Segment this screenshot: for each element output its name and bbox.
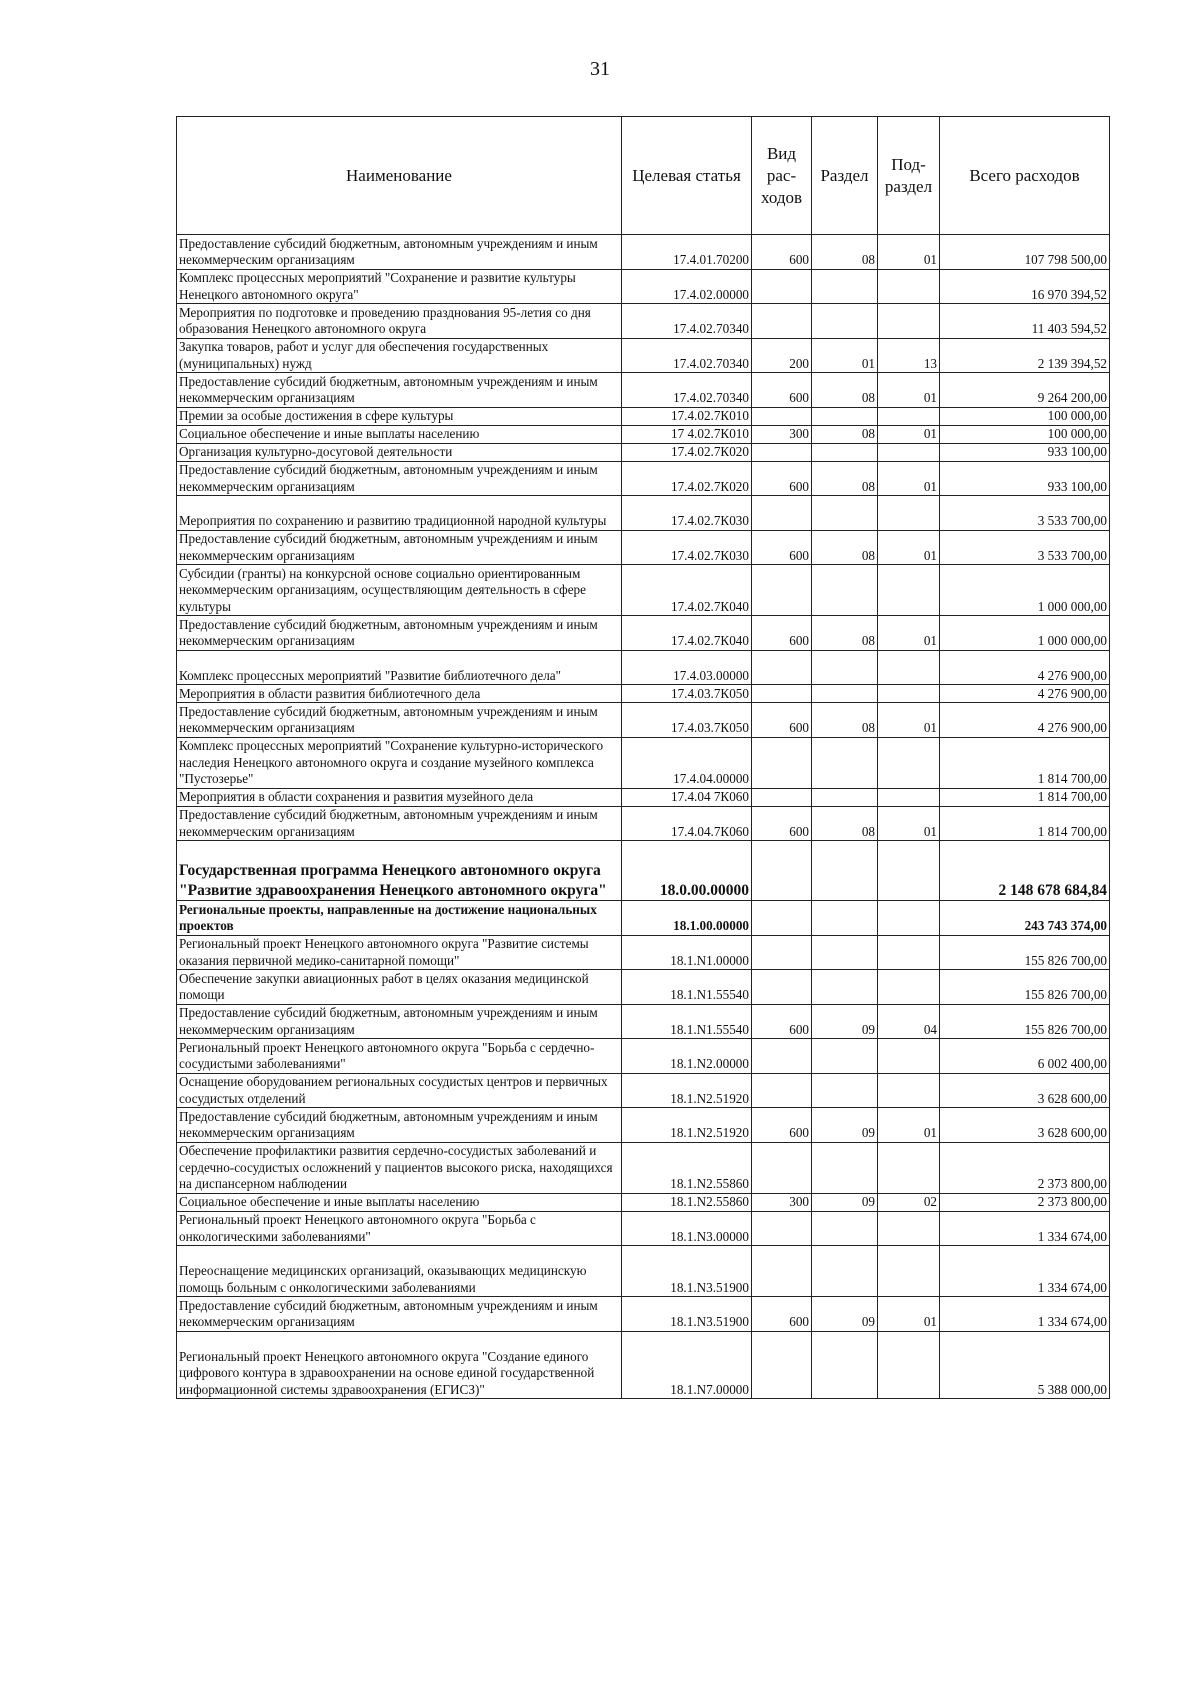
kind-cell: 300 [752,425,812,443]
kind-cell: 600 [752,461,812,496]
target-cell: 17.4.03.7К050 [622,703,752,738]
table-body [177,235,1110,1399]
amount-cell: 6 002 400,00 [940,1039,1110,1074]
name-cell: Государственная программа Ненецкого автономного округа "Развитие здравоохранения Ненецкого автономного округа" [177,841,622,901]
kind-cell: 600 [752,806,812,841]
amount-cell: 1 334 674,00 [940,1246,1110,1297]
table-row [177,841,1110,901]
target-cell: 17.4.02.7К030 [622,496,752,531]
section-cell [812,443,878,461]
kind-cell [752,1039,812,1074]
subsection-cell [878,788,940,806]
table-row [177,235,1110,270]
column-header-subsection [878,117,940,235]
subsection-cell [878,1211,940,1246]
column-header-kind-line: Вид [766,143,797,163]
kind-cell [752,496,812,531]
target-cell: 18.0.00.00000 [622,841,752,901]
amount-cell: 243 743 374,00 [940,901,1110,936]
subsection-cell [878,269,940,304]
subsection-cell [878,407,940,425]
amount-cell: 100 000,00 [940,425,1110,443]
amount-cell: 11 403 594,52 [940,304,1110,339]
subsection-cell: 13 [878,338,940,373]
column-header-name: Наименование [177,117,622,235]
section-cell [812,650,878,685]
name-cell: Мероприятия в области сохранения и развития музейного дела [177,788,622,806]
kind-cell: 300 [752,1193,812,1211]
kind-cell: 600 [752,235,812,270]
table-row [177,806,1110,841]
subsection-cell: 01 [878,616,940,651]
name-cell: Региональные проекты, направленные на достижение национальных проектов [177,901,622,936]
kind-cell: 600 [752,616,812,651]
name-cell: Оснащение оборудованием региональных сосудистых центров и первичных сосудистых отделений [177,1073,622,1108]
kind-cell [752,1246,812,1297]
kind-cell [752,443,812,461]
amount-cell: 1 000 000,00 [940,565,1110,616]
section-cell: 08 [812,235,878,270]
section-cell [812,935,878,970]
name-cell: Обеспечение закупки авиационных работ в целях оказания медицинской помощи [177,970,622,1005]
target-cell: 17.4.02.70340 [622,373,752,408]
name-cell: Региональный проект Ненецкого автономного округа "Борьба с сердечно-сосудистыми заболеваниями" [177,1039,622,1074]
subsection-cell [878,1331,940,1399]
table-row [177,1142,1110,1193]
subsection-cell [878,1039,940,1074]
name-cell: Обеспечение профилактики развития сердечно-сосудистых заболеваний и сердечно-сосудистых осложнений у пациентов высокого риска, находящихся на диспансерном наблюдении [177,1142,622,1193]
target-cell: 18.1.N3.00000 [622,1211,752,1246]
table-row [177,1297,1110,1332]
target-cell: 17.4.02.7К010 [622,407,752,425]
subsection-cell [878,901,940,936]
column-header-kind [752,117,812,235]
target-cell: 17.4.02.70340 [622,338,752,373]
section-cell [812,304,878,339]
table-row [177,269,1110,304]
kind-cell [752,1142,812,1193]
section-cell: 01 [812,338,878,373]
table-row [177,788,1110,806]
name-cell: Предоставление субсидий бюджетным, автономным учреждениям и иным некоммерческим организациям [177,616,622,651]
section-cell: 08 [812,461,878,496]
amount-cell: 2 139 394,52 [940,338,1110,373]
table-row [177,338,1110,373]
amount-cell: 1 000 000,00 [940,616,1110,651]
name-cell: Предоставление субсидий бюджетным, автономным учреждениям и иным некоммерческим организациям [177,235,622,270]
name-cell: Предоставление субсидий бюджетным, автономным учреждениям и иным некоммерческим организациям [177,1297,622,1332]
subsection-cell: 01 [878,461,940,496]
kind-cell [752,901,812,936]
amount-cell: 100 000,00 [940,407,1110,425]
section-cell [812,737,878,788]
amount-cell: 16 970 394,52 [940,269,1110,304]
table-row [177,565,1110,616]
subsection-cell [878,935,940,970]
amount-cell: 2 373 800,00 [940,1142,1110,1193]
section-cell [812,407,878,425]
amount-cell: 1 814 700,00 [940,737,1110,788]
table-row [177,1039,1110,1074]
amount-cell: 3 533 700,00 [940,530,1110,565]
kind-cell [752,407,812,425]
expenditure-table [176,116,1110,1399]
amount-cell: 1 334 674,00 [940,1211,1110,1246]
target-cell: 18.1.N2.55860 [622,1193,752,1211]
target-cell: 18.1.N2.51920 [622,1073,752,1108]
kind-cell [752,304,812,339]
kind-cell [752,1211,812,1246]
target-cell: 18.1.00.00000 [622,901,752,936]
amount-cell: 3 628 600,00 [940,1108,1110,1143]
name-cell: Переоснащение медицинских организаций, оказывающих медицинскую помощь больным с онкологическими заболеваниями [177,1246,622,1297]
subsection-cell [878,1246,940,1297]
target-cell: 17.4.03.00000 [622,650,752,685]
target-cell: 17.4.01.70200 [622,235,752,270]
section-cell [812,841,878,901]
name-cell: Предоставление субсидий бюджетным, автономным учреждениям и иным некоммерческим организациям [177,1004,622,1039]
table-row [177,737,1110,788]
table-row [177,304,1110,339]
target-cell: 18.1.N2.55860 [622,1142,752,1193]
target-cell: 18.1.N1.55540 [622,1004,752,1039]
subsection-cell: 01 [878,235,940,270]
amount-cell: 107 798 500,00 [940,235,1110,270]
kind-cell [752,565,812,616]
amount-cell: 1 814 700,00 [940,806,1110,841]
column-header-kind-line: ходов [760,187,803,207]
kind-cell [752,650,812,685]
table-row [177,685,1110,703]
section-cell [812,685,878,703]
subsection-cell [878,737,940,788]
target-cell: 18.1.N2.00000 [622,1039,752,1074]
table-row [177,461,1110,496]
table-row [177,373,1110,408]
section-cell: 08 [812,703,878,738]
table-row [177,530,1110,565]
name-cell: Социальное обеспечение и иные выплаты населению [177,425,622,443]
kind-cell [752,935,812,970]
target-cell: 17.4.04.7К060 [622,806,752,841]
subsection-cell: 01 [878,806,940,841]
name-cell: Мероприятия по сохранению и развитию традиционной народной культуры [177,496,622,531]
kind-cell: 600 [752,1297,812,1332]
amount-cell: 3 628 600,00 [940,1073,1110,1108]
subsection-cell: 01 [878,1297,940,1332]
amount-cell: 3 533 700,00 [940,496,1110,531]
target-cell: 17.4.02.00000 [622,269,752,304]
subsection-cell [878,970,940,1005]
amount-cell: 9 264 200,00 [940,373,1110,408]
section-cell [812,565,878,616]
name-cell: Региональный проект Ненецкого автономного округа "Развитие системы оказания первичной медико-санитарной помощи" [177,935,622,970]
name-cell: Комплекс процессных мероприятий "Развитие библиотечного дела" [177,650,622,685]
section-cell: 08 [812,373,878,408]
section-cell [812,1246,878,1297]
subsection-cell [878,685,940,703]
target-cell: 17.4.04 7К060 [622,788,752,806]
kind-cell: 600 [752,530,812,565]
column-header-target: Целевая статья [622,117,752,235]
kind-cell [752,737,812,788]
name-cell: Мероприятия по подготовке и проведению празднования 95-летия со дня образования Ненецкого автономного округа [177,304,622,339]
kind-cell [752,788,812,806]
table-row [177,650,1110,685]
section-cell [812,1039,878,1074]
name-cell: Субсидии (гранты) на конкурсной основе социально ориентированным некоммерческим организациям, осуществляющим деятельность в сфере культуры [177,565,622,616]
target-cell: 17.4.02.7К020 [622,461,752,496]
section-cell [812,496,878,531]
amount-cell: 933 100,00 [940,443,1110,461]
table-row [177,935,1110,970]
target-cell: 17.4.03.7К050 [622,685,752,703]
kind-cell [752,1073,812,1108]
table-row [177,1211,1110,1246]
subsection-cell: 04 [878,1004,940,1039]
kind-cell [752,685,812,703]
name-cell: Предоставление субсидий бюджетным, автономным учреждениям и иным некоммерческим организациям [177,703,622,738]
section-cell [812,269,878,304]
target-cell: 18.1.N1.55540 [622,970,752,1005]
amount-cell: 1 814 700,00 [940,788,1110,806]
subsection-cell [878,841,940,901]
amount-cell: 4 276 900,00 [940,703,1110,738]
subsection-cell: 01 [878,703,940,738]
name-cell: Предоставление субсидий бюджетным, автономным учреждениям и иным некоммерческим организациям [177,1108,622,1143]
section-cell: 09 [812,1193,878,1211]
table-row [177,496,1110,531]
amount-cell: 155 826 700,00 [940,970,1110,1005]
subsection-cell: 02 [878,1193,940,1211]
table-row [177,901,1110,936]
table-row [177,970,1110,1005]
amount-cell: 933 100,00 [940,461,1110,496]
name-cell: Премии за особые достижения в сфере культуры [177,407,622,425]
subsection-cell: 01 [878,425,940,443]
amount-cell: 2 148 678 684,84 [940,841,1110,901]
name-cell: Предоставление субсидий бюджетным, автономным учреждениям и иным некоммерческим организациям [177,461,622,496]
column-header-subsection-line: Под- [891,154,926,174]
amount-cell: 4 276 900,00 [940,650,1110,685]
subsection-cell: 01 [878,1108,940,1143]
amount-cell: 5 388 000,00 [940,1331,1110,1399]
name-cell: Комплекс процессных мероприятий "Сохранение культурно-исторического наследия Ненецкого автономного округа и создание музейного комплекса "Пустозерье" [177,737,622,788]
name-cell: Региональный проект Ненецкого автономного округа "Борьба с онкологическими заболеваниями" [177,1211,622,1246]
amount-cell: 2 373 800,00 [940,1193,1110,1211]
target-cell: 17.4.02.7К040 [622,565,752,616]
subsection-cell [878,443,940,461]
name-cell: Предоставление субсидий бюджетным, автономным учреждениям и иным некоммерческим организациям [177,530,622,565]
table-header [177,117,1110,235]
kind-cell [752,1331,812,1399]
amount-cell: 1 334 674,00 [940,1297,1110,1332]
table-row [177,407,1110,425]
target-cell: 18.1.N3.51900 [622,1297,752,1332]
subsection-cell [878,565,940,616]
target-cell: 17.4.02.7К030 [622,530,752,565]
kind-cell: 600 [752,1004,812,1039]
kind-cell [752,841,812,901]
name-cell: Организация культурно-досуговой деятельности [177,443,622,461]
table-row [177,1073,1110,1108]
kind-cell: 200 [752,338,812,373]
name-cell: Закупка товаров, работ и услуг для обеспечения государственных (муниципальных) нужд [177,338,622,373]
amount-cell: 155 826 700,00 [940,1004,1110,1039]
section-cell: 09 [812,1004,878,1039]
column-header-kind-line: рас- [766,165,797,185]
kind-cell [752,970,812,1005]
section-cell [812,901,878,936]
section-cell: 08 [812,425,878,443]
subsection-cell [878,1142,940,1193]
subsection-cell [878,650,940,685]
amount-cell: 155 826 700,00 [940,935,1110,970]
section-cell: 08 [812,806,878,841]
table-row [177,616,1110,651]
target-cell: 17.4.02.7К040 [622,616,752,651]
subsection-cell [878,304,940,339]
kind-cell: 600 [752,703,812,738]
subsection-cell: 01 [878,373,940,408]
table-row [177,443,1110,461]
table-row [177,425,1110,443]
subsection-cell: 01 [878,530,940,565]
name-cell: Региональный проект Ненецкого автономного округа "Создание единого цифрового контура в здравоохранении на основе единой государственной информационной системы здравоохранения (ЕГИСЗ)" [177,1331,622,1399]
section-cell [812,970,878,1005]
table-row [177,1193,1110,1211]
table-row [177,1004,1110,1039]
target-cell: 17 4.02.7К010 [622,425,752,443]
target-cell: 18.1.N7.00000 [622,1331,752,1399]
target-cell: 18.1.N3.51900 [622,1246,752,1297]
section-cell: 09 [812,1108,878,1143]
amount-cell: 4 276 900,00 [940,685,1110,703]
section-cell: 08 [812,616,878,651]
column-header-subsection-line: раздел [884,176,933,196]
section-cell [812,1211,878,1246]
subsection-cell [878,496,940,531]
name-cell: Предоставление субсидий бюджетным, автономным учреждениям и иным некоммерческим организациям [177,373,622,408]
target-cell: 18.1.N1.00000 [622,935,752,970]
section-cell [812,1331,878,1399]
table-row [177,703,1110,738]
target-cell: 17.4.04.00000 [622,737,752,788]
section-cell: 09 [812,1297,878,1332]
kind-cell: 600 [752,373,812,408]
column-header-total: Всего расходов [940,117,1110,235]
subsection-cell [878,1073,940,1108]
table-row [177,1108,1110,1143]
section-cell [812,1073,878,1108]
target-cell: 17.4.02.70340 [622,304,752,339]
name-cell: Мероприятия в области развития библиотечного дела [177,685,622,703]
table-row [177,1331,1110,1399]
table-row [177,1246,1110,1297]
page-number: 31 [590,58,610,80]
section-cell [812,1142,878,1193]
section-cell [812,788,878,806]
column-header-section: Раздел [812,117,878,235]
target-cell: 17.4.02.7К020 [622,443,752,461]
name-cell: Предоставление субсидий бюджетным, автономным учреждениям и иным некоммерческим организациям [177,806,622,841]
kind-cell [752,269,812,304]
target-cell: 18.1.N2.51920 [622,1108,752,1143]
section-cell: 08 [812,530,878,565]
name-cell: Комплекс процессных мероприятий "Сохранение и развитие культуры Ненецкого автономного округа" [177,269,622,304]
kind-cell: 600 [752,1108,812,1143]
name-cell: Социальное обеспечение и иные выплаты населению [177,1193,622,1211]
